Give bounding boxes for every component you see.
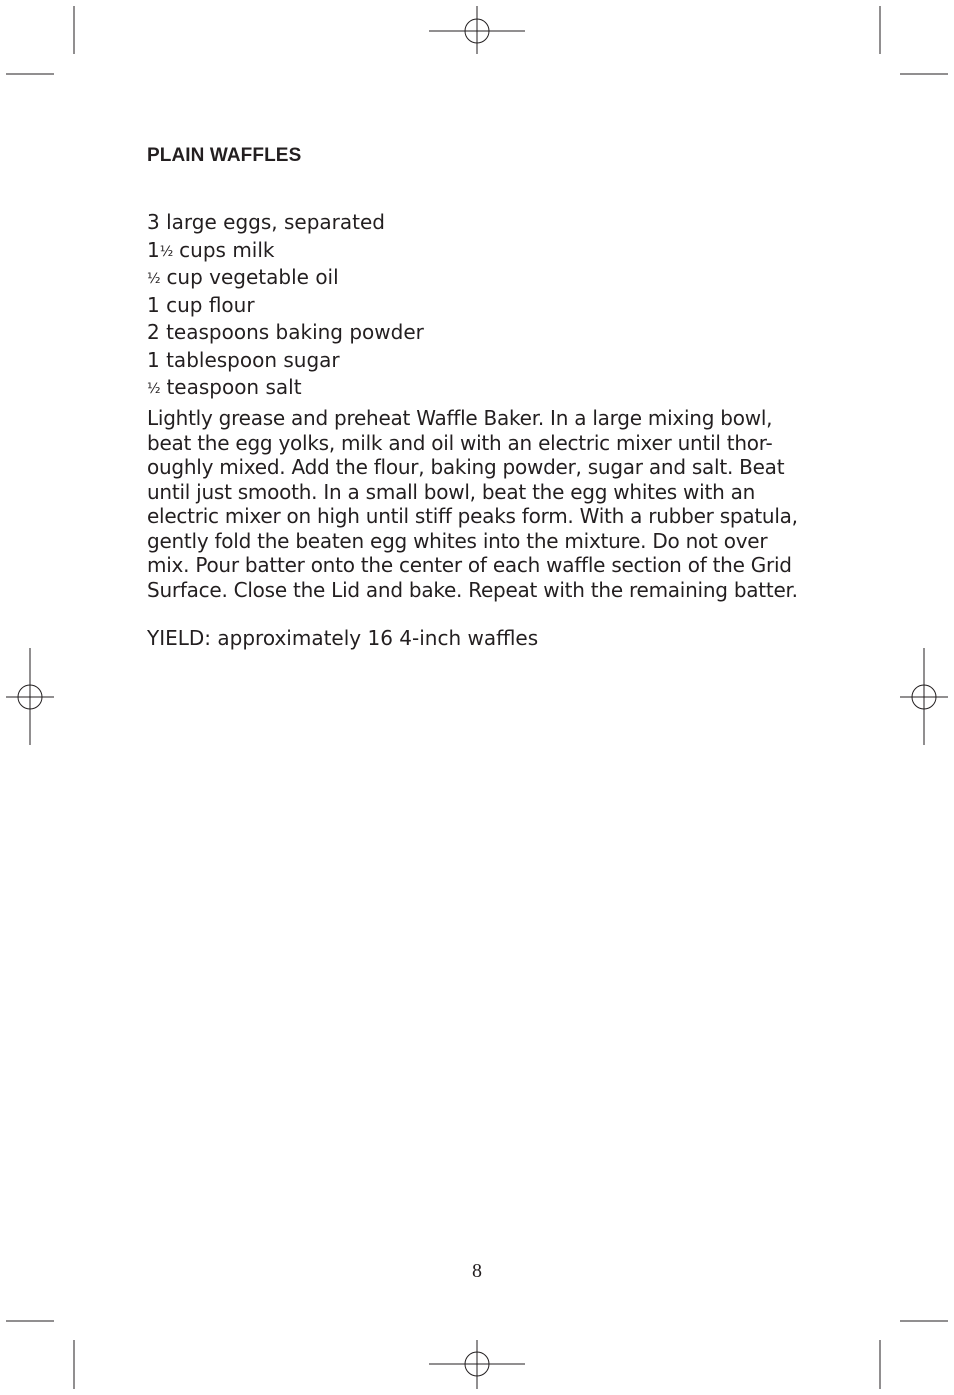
ingredient-whole: 1 [147, 237, 160, 262]
ingredient-item [147, 375, 424, 403]
ingredient-text: cup flour [166, 292, 255, 317]
registration-mark-left [6, 648, 54, 745]
ingredient-list [147, 210, 424, 403]
ingredient-whole: 3 [147, 210, 160, 234]
registration-mark-bottom [429, 1340, 525, 1389]
ingredient-item [147, 348, 424, 376]
ingredient-text: cups milk [179, 237, 275, 262]
ingredient-text: teaspoons baking powder [166, 320, 424, 344]
ingredient-item [147, 265, 424, 293]
instructions-line: beat the egg yolks, milk and oil with an electric mixer until thor- [147, 430, 773, 455]
ingredient-item [147, 238, 424, 266]
ingredient-whole: 1 [147, 292, 160, 317]
instructions-line: oughly mixed. Add the flour, baking powder, sugar and salt. Beat [147, 455, 785, 479]
recipe-instructions [147, 406, 807, 602]
ingredient-text: large eggs, separated [166, 210, 385, 234]
ingredient-text: tablespoon sugar [166, 347, 340, 372]
page-number: 8 [472, 1260, 482, 1282]
ingredient-text: cup vegetable oil [166, 265, 339, 289]
recipe-title: PLAIN WAFFLES [147, 145, 302, 166]
instructions-line: mix. Pour batter onto the center of each waffle section of the Grid [147, 553, 792, 577]
registration-mark-right [900, 648, 948, 745]
ingredient-fraction: ½ [147, 381, 161, 397]
instructions-line: Lightly grease and preheat Waffle Baker. In a large mixing bowl, [147, 406, 773, 430]
ingredient-fraction: ½ [147, 271, 161, 287]
instructions-line: gently fold the beaten egg whites into the mixture. Do not over [147, 528, 768, 553]
ingredient-fraction: ½ [159, 243, 173, 260]
ingredient-item [147, 293, 424, 321]
ingredient-whole: 1 [147, 347, 160, 372]
recipe-yield: YIELD: approximately 16 4-inch waffles [147, 626, 539, 650]
instructions-line: until just smooth. In a small bowl, beat the egg whites with an [147, 479, 756, 504]
ingredient-text: teaspoon salt [166, 375, 302, 399]
ingredient-whole: 2 [147, 320, 160, 344]
ingredient-item [147, 320, 424, 348]
instructions-line: Surface. Close the Lid and bake. Repeat with the remaining batter. [147, 577, 798, 602]
instructions-line: electric mixer on high until stiff peaks form. With a rubber spatula, [147, 504, 798, 528]
ingredient-item [147, 210, 424, 238]
registration-mark-top [429, 6, 525, 54]
